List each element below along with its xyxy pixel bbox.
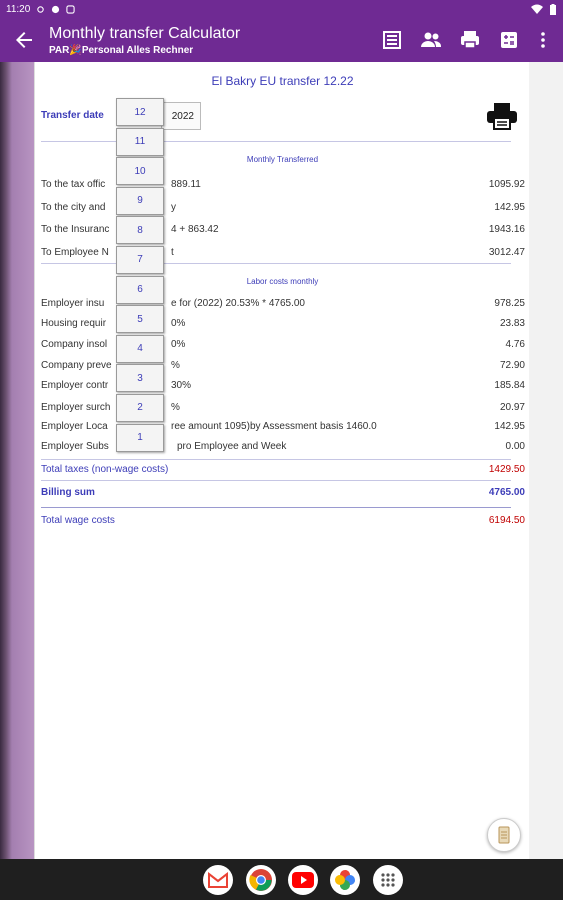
billing-sum-value: 4765.00 xyxy=(488,487,525,498)
row-value: 978.25 xyxy=(494,298,525,309)
app-drawer-icon[interactable] xyxy=(373,865,403,895)
row-value: 185.84 xyxy=(494,380,525,391)
total-wage-value: 6194.50 xyxy=(488,515,525,526)
row-value: 20.97 xyxy=(499,402,525,413)
notification-icon xyxy=(66,5,75,14)
row-label: Employer insu xyxy=(41,298,105,309)
row-value: 142.95 xyxy=(494,421,525,432)
row-formula: 30% xyxy=(171,380,192,391)
row-insurance xyxy=(41,223,525,237)
row-total-wage-costs xyxy=(41,514,525,528)
month-option-3[interactable]: 3 xyxy=(116,364,164,392)
youtube-icon[interactable] xyxy=(288,865,318,895)
row-label: To the Insuranc xyxy=(41,224,110,235)
section-labor-costs: Labor costs monthly xyxy=(246,277,319,286)
row-employee-net xyxy=(41,246,525,260)
month-option-2[interactable]: 2 xyxy=(116,394,164,422)
transfer-date-year[interactable]: 2022 xyxy=(161,102,201,130)
row-total-taxes xyxy=(41,463,525,477)
right-margin xyxy=(529,62,563,859)
side-strip xyxy=(0,62,34,859)
row-housing xyxy=(41,317,525,331)
section-monthly-transferred: Monthly Transferred xyxy=(246,155,319,164)
row-label: To the city and xyxy=(41,202,106,213)
row-tax-office xyxy=(41,178,525,192)
row-value: 23.83 xyxy=(499,318,525,329)
month-option-1[interactable]: 1 xyxy=(116,424,164,452)
row-label: To the tax offic xyxy=(41,179,106,190)
row-formula: 4 + 863.42 xyxy=(171,224,219,235)
row-label: Company preve xyxy=(41,360,112,371)
row-employer-surcharge xyxy=(41,401,525,415)
month-option-4[interactable]: 4 xyxy=(116,335,164,363)
people-icon[interactable] xyxy=(419,28,443,52)
gmail-icon[interactable] xyxy=(203,865,233,895)
wifi-icon xyxy=(531,4,543,14)
back-arrow-icon[interactable] xyxy=(12,28,36,52)
divider xyxy=(41,263,511,264)
row-employer-subsidy xyxy=(41,440,525,454)
scroll-icon[interactable] xyxy=(487,818,521,852)
app-title: Monthly transfer Calculator xyxy=(49,25,241,42)
transfer-date-label: Transfer date xyxy=(41,110,104,121)
row-formula: t xyxy=(171,247,174,258)
month-option-10[interactable]: 10 xyxy=(116,157,164,185)
row-employer-contribution xyxy=(41,379,525,393)
dock-bar xyxy=(0,859,563,900)
status-time: 11:20 xyxy=(6,3,31,15)
row-label: Employer Loca xyxy=(41,421,108,432)
battery-icon xyxy=(549,4,557,15)
row-company-insolvency xyxy=(41,338,525,352)
row-formula: % xyxy=(171,402,180,413)
row-value: 142.95 xyxy=(494,202,525,213)
month-option-6[interactable]: 6 xyxy=(116,276,164,304)
row-formula: 0% xyxy=(171,339,186,350)
more-vert-icon[interactable] xyxy=(531,28,555,52)
row-formula: y xyxy=(171,202,176,213)
status-bar xyxy=(0,0,563,18)
app-notification-icon xyxy=(51,5,60,14)
divider xyxy=(41,459,511,460)
billing-sum-label: Billing sum xyxy=(41,487,95,498)
divider xyxy=(41,480,511,481)
chrome-icon[interactable] xyxy=(246,865,276,895)
row-label: Housing requir xyxy=(41,318,107,329)
total-wage-label: Total wage costs xyxy=(41,515,115,526)
row-value: 4.76 xyxy=(505,339,525,350)
row-employer-local xyxy=(41,420,525,434)
month-option-7[interactable]: 7 xyxy=(116,246,164,274)
row-formula: e for (2022) 20.53% * 4765.00 xyxy=(171,298,305,309)
table-icon[interactable] xyxy=(380,28,404,52)
row-formula: 0% xyxy=(171,318,186,329)
month-option-9[interactable]: 9 xyxy=(116,187,164,215)
row-value: 1095.92 xyxy=(488,179,525,190)
document-title: El Bakry EU transfer 12.22 xyxy=(211,74,354,88)
month-option-5[interactable]: 5 xyxy=(116,305,164,333)
total-taxes-label: Total taxes (non-wage costs) xyxy=(41,464,169,475)
calculator-icon[interactable] xyxy=(497,28,521,52)
month-picker xyxy=(116,98,164,453)
printer-icon[interactable] xyxy=(485,102,519,130)
row-city xyxy=(41,201,525,215)
row-formula: pro Employee and Week xyxy=(177,441,287,452)
row-company-prevention xyxy=(41,359,525,373)
print-icon[interactable] xyxy=(458,28,482,52)
photos-icon[interactable] xyxy=(330,865,360,895)
row-formula: % xyxy=(171,360,180,371)
month-option-11[interactable]: 11 xyxy=(116,128,164,156)
sync-icon xyxy=(36,5,45,14)
month-option-12[interactable]: 12 xyxy=(116,98,164,126)
row-employer-insurance xyxy=(41,297,525,311)
document-paper xyxy=(34,62,529,859)
divider xyxy=(41,507,511,508)
total-taxes-value: 1429.50 xyxy=(488,464,525,475)
row-label: Employer contr xyxy=(41,380,109,391)
row-billing-sum xyxy=(41,486,525,500)
month-option-8[interactable]: 8 xyxy=(116,216,164,244)
divider xyxy=(41,141,511,142)
row-value: 1943.16 xyxy=(488,224,525,235)
app-subtitle: PAR🎉Personal Alles Rechner xyxy=(49,45,194,56)
row-value: 3012.47 xyxy=(488,247,525,258)
row-label: Employer Subs xyxy=(41,441,109,452)
row-label: Company insol xyxy=(41,339,108,350)
row-formula: ree amount 1095)by Assessment basis 1460.0 xyxy=(171,421,377,432)
row-formula: 889.11 xyxy=(171,179,201,190)
row-value: 72.90 xyxy=(499,360,525,371)
row-value: 0.00 xyxy=(505,441,525,452)
row-label: Employer surch xyxy=(41,402,111,413)
app-bar xyxy=(0,18,563,62)
row-label: To Employee N xyxy=(41,247,109,258)
